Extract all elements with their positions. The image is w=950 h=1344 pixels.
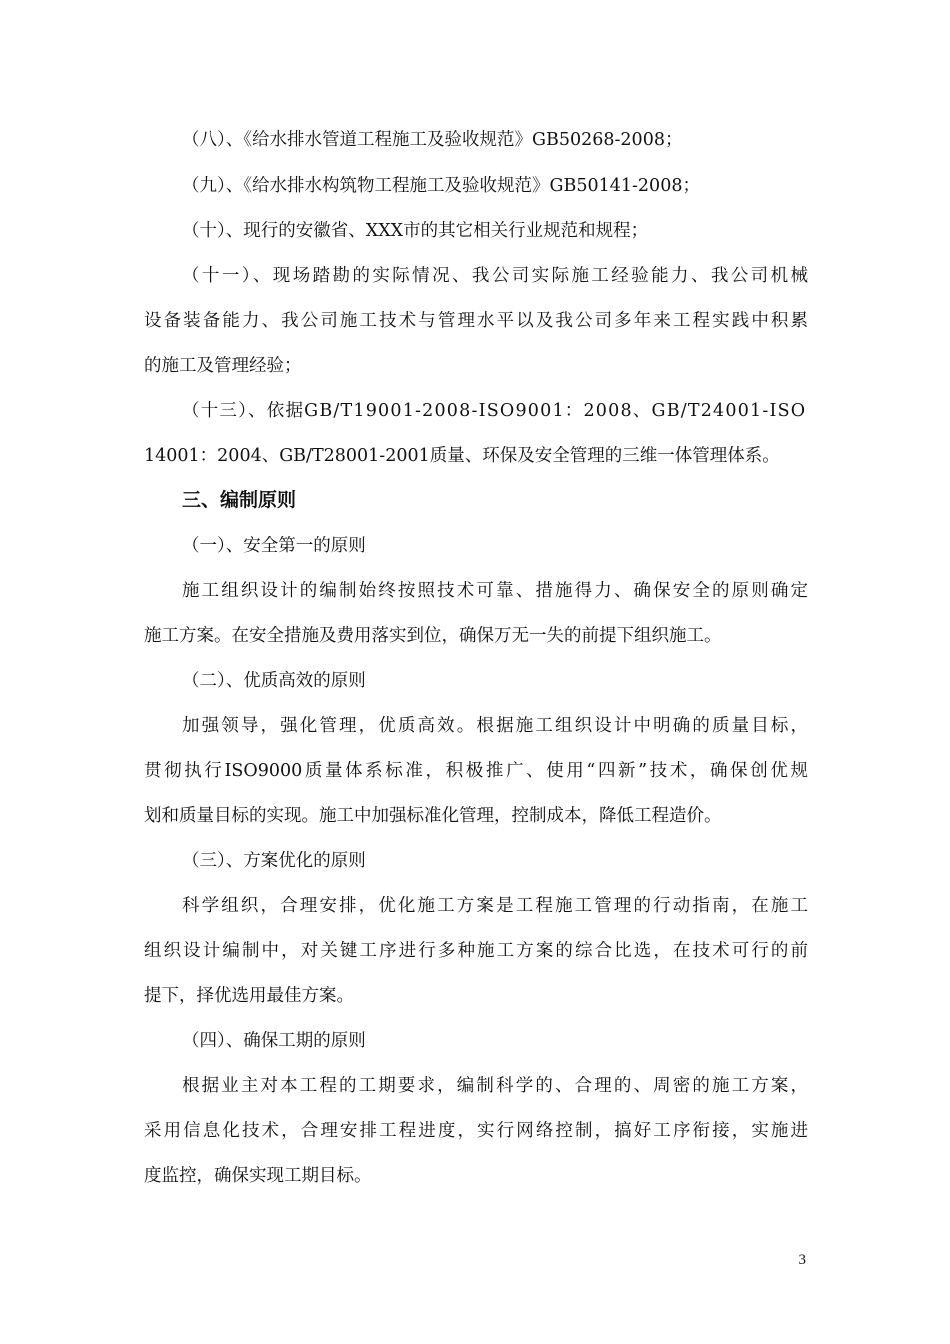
section-heading: 三、编制原则 [182, 489, 297, 511]
principle-3-line-1: 科学组织，合理安排，优化施工方案是工程施工管理的行动指南，在施工 [182, 896, 808, 916]
reference-item-13-line-2: 14001：2004、GB/T28001-2001质量、环保及安全管理的三维一体管理体系。 [144, 446, 780, 466]
principle-4-line-3: 度监控，确保实现工期目标。 [144, 1166, 372, 1186]
reference-item-11-line-1: （十一）、现场踏勘的实际情况、我公司实际施工经验能力、我公司机械 [182, 266, 808, 286]
principle-4-line-1: 根据业主对本工程的工期要求，编制科学的、合理的、周密的施工方案， [182, 1076, 808, 1096]
principle-1-line-1: 施工组织设计的编制始终按照技术可靠、措施得力、确保安全的原则确定 [182, 581, 808, 601]
principle-2-line-3: 划和质量目标的实现。施工中加强标准化管理，控制成本，降低工程造价。 [144, 806, 722, 826]
principle-4-line-2: 采用信息化技术，合理安排工程进度，实行网络控制，搞好工序衔接，实施进 [144, 1121, 808, 1141]
reference-item-10: （十）、现行的安徽省、XXX市的其它相关行业规范和规程； [182, 221, 649, 241]
reference-item-11-line-3: 的施工及管理经验； [144, 356, 302, 376]
principle-3-line-3: 提下，择优选用最佳方案。 [144, 986, 354, 1006]
principle-1-title: （一）、安全第一的原则 [182, 536, 366, 556]
principle-4-title: （四）、确保工期的原则 [182, 1031, 366, 1051]
principle-2-line-2: 贯彻执行ISO9000质量体系标准，积极推广、使用“四新”技术，确保创优规 [144, 761, 808, 781]
principle-2-line-1: 加强领导，强化管理，优质高效。根据施工组织设计中明确的质量目标， [182, 716, 808, 736]
reference-item-13-line-1: （十三）、依据GB/T19001-2008-ISO9001：2008、GB/T24001-ISO [182, 401, 807, 421]
reference-item-9: （九）、《给水排水构筑物工程施工及验收规范》GB50141-2008； [182, 176, 700, 196]
principle-1-line-2: 施工方案。在安全措施及费用落实到位，确保万无一失的前提下组织施工。 [144, 626, 722, 646]
principle-3-title: （三）、方案优化的原则 [182, 851, 366, 871]
reference-item-8: （八）、《给水排水管道工程施工及验收规范》GB50268-2008； [182, 130, 683, 150]
reference-item-11-line-2: 设备装备能力、我公司施工技术与管理水平以及我公司多年来工程实践中积累 [144, 311, 808, 331]
page-number: 3 [798, 1252, 806, 1268]
principle-2-title: （二）、优质高效的原则 [182, 671, 366, 691]
principle-3-line-2: 组织设计编制中，对关键工序进行多种施工方案的综合比选，在技术可行的前 [144, 941, 808, 961]
